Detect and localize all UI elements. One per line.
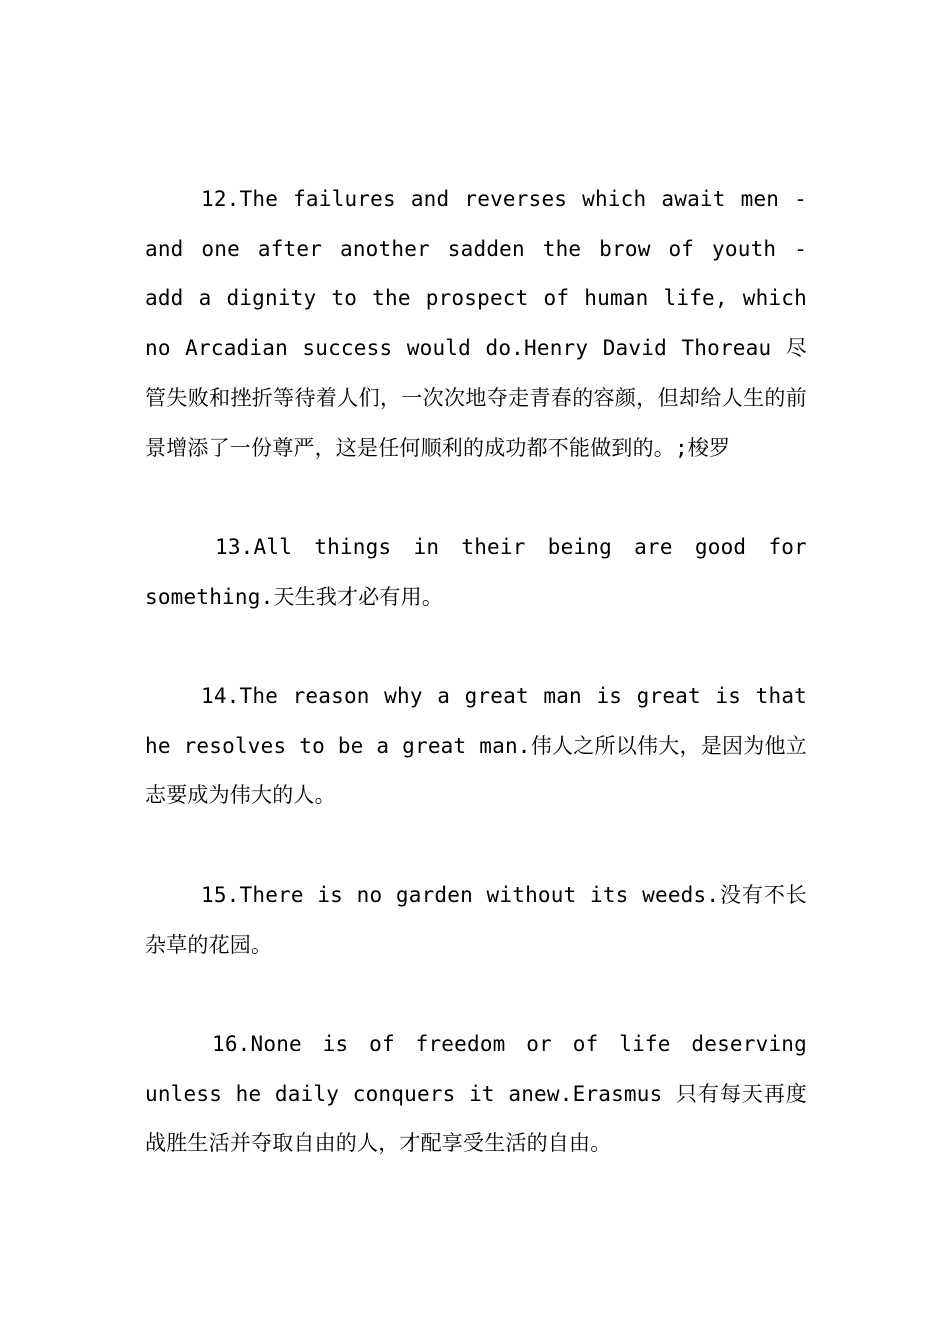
quote-paragraph-12: 12.The failures and reverses which await men - and one after another sadden the brow of youth - add a dignity to the prospect of human life, which no Arcadian success would do.Henry David Thoreau 尽管失败和挫折等待着人们，一次次地夺走青春的容颜，但却给人生的前景增添了一份尊严，这是任何顺利的成功都不能做到的。;梭罗: [145, 187, 807, 460]
quote-paragraph-16: 16.None is of freedom or of life deserving unless he daily conquers it anew.Erasmus 只有每天再度战胜生活并夺取自由的人，才配享受生活的自由。: [145, 1031, 807, 1156]
quote-paragraph-15: 15.There is no garden without its weeds.没有不长杂草的花园。: [145, 882, 807, 957]
quote-paragraph-13: 13.All things in their being are good for something.天生我才必有用。: [145, 534, 807, 609]
quote-paragraph-14: 14.The reason why a great man is great is that he resolves to be a great man.伟人之所以伟大，是因为他立志要成为伟大的人。: [145, 684, 807, 808]
document-page: [145, 175, 807, 1219]
